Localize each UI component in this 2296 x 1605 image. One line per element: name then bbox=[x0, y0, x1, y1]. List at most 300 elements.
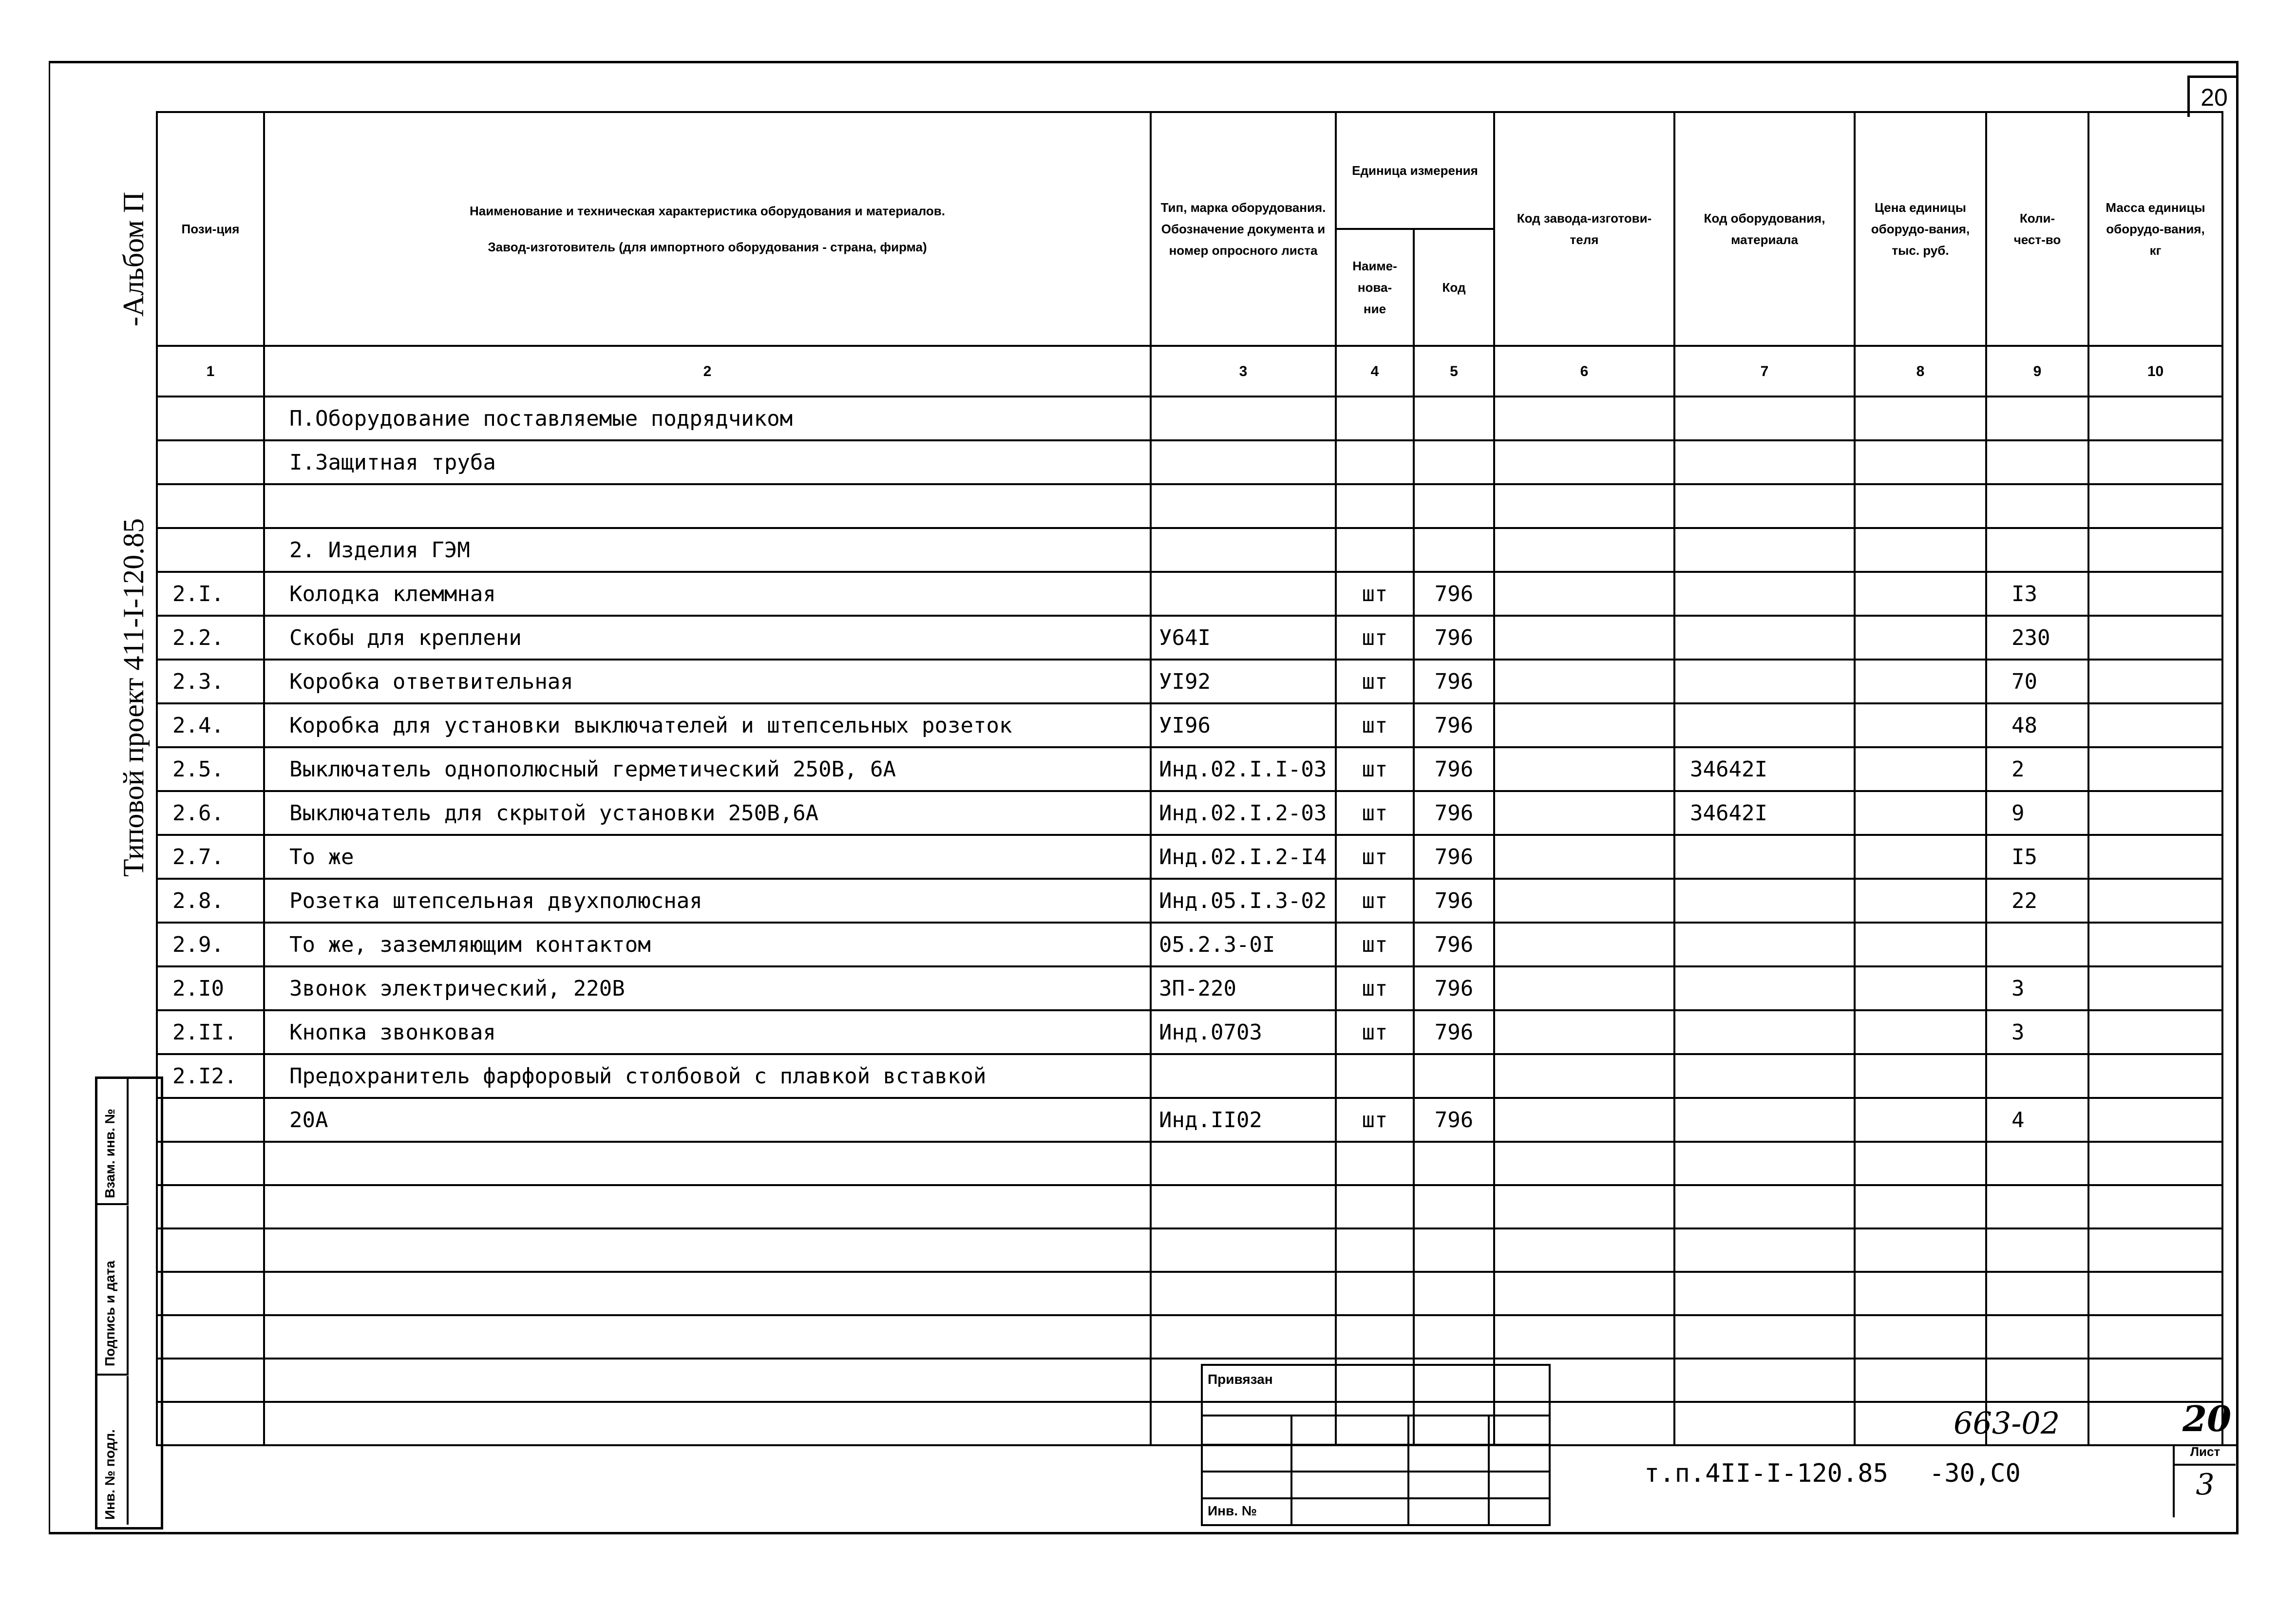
mass-cell bbox=[2088, 879, 2222, 923]
mass-cell bbox=[2088, 835, 2222, 879]
empty-cell bbox=[1414, 1142, 1494, 1185]
table-row bbox=[157, 1098, 2222, 1142]
frame-right-line bbox=[2236, 61, 2239, 1532]
quantity-cell bbox=[1986, 484, 2088, 528]
empty-cell bbox=[1414, 1272, 1494, 1315]
equipment-code-cell: 34642I bbox=[1674, 747, 1855, 791]
empty-cell bbox=[1855, 1272, 1986, 1315]
equipment-code-cell bbox=[1674, 397, 1855, 440]
unit-cell: шт bbox=[1336, 923, 1414, 966]
position-cell: 2.2. bbox=[157, 616, 264, 660]
frame-left-line bbox=[49, 61, 50, 1532]
name-cell: П.Оборудование поставляемые подрядчиком bbox=[264, 397, 1151, 440]
factory-code-cell bbox=[1494, 747, 1674, 791]
position-cell: 2.II. bbox=[157, 1010, 264, 1054]
quantity-cell: 230 bbox=[1986, 616, 2088, 660]
table-row bbox=[157, 703, 2222, 747]
empty-cell bbox=[1986, 1185, 2088, 1228]
equipment-code-cell bbox=[1674, 616, 1855, 660]
unit-cell: шт bbox=[1336, 660, 1414, 703]
header-name-line1: Наименование и техническая характеристика оборудования и материалов. bbox=[469, 203, 945, 218]
title-line bbox=[1203, 1415, 1549, 1416]
price-cell bbox=[1855, 835, 1986, 879]
unit-cell bbox=[1336, 440, 1414, 484]
price-cell bbox=[1855, 440, 1986, 484]
quantity-cell bbox=[1986, 440, 2088, 484]
stamp-column bbox=[95, 1076, 163, 1529]
name-cell: 2. Изделия ГЭМ bbox=[264, 528, 1151, 572]
title-line bbox=[1203, 1471, 1549, 1473]
sheet-number-handwritten: 20 bbox=[2182, 1398, 2232, 1439]
position-cell: 2.I0 bbox=[157, 966, 264, 1010]
column-number: 3 bbox=[1151, 346, 1336, 397]
equipment-code-cell bbox=[1674, 879, 1855, 923]
position-cell bbox=[157, 1098, 264, 1142]
unit-cell: шт bbox=[1336, 703, 1414, 747]
empty-cell bbox=[264, 1315, 1151, 1359]
price-cell bbox=[1855, 397, 1986, 440]
price-cell bbox=[1855, 1098, 1986, 1142]
unit-cell: шт bbox=[1336, 791, 1414, 835]
unit-cell bbox=[1336, 397, 1414, 440]
factory-code-cell bbox=[1494, 528, 1674, 572]
empty-cell bbox=[1414, 1315, 1494, 1359]
type-cell: Инд.05.I.3-02 bbox=[1151, 879, 1336, 923]
unit-code-cell bbox=[1414, 528, 1494, 572]
mass-cell bbox=[2088, 440, 2222, 484]
mass-cell bbox=[2088, 484, 2222, 528]
project-label: Типовой проект 411-I-120.85 bbox=[117, 518, 150, 877]
unit-code-cell bbox=[1414, 484, 1494, 528]
inv-no-label: Инв. № bbox=[1208, 1503, 1257, 1518]
empty-cell bbox=[157, 1402, 264, 1445]
title-line bbox=[1203, 1497, 1549, 1499]
column-number: 5 bbox=[1414, 346, 1494, 397]
empty-cell bbox=[264, 1185, 1151, 1228]
empty-cell bbox=[1336, 1315, 1414, 1359]
table-row bbox=[157, 879, 2222, 923]
factory-code-cell bbox=[1494, 703, 1674, 747]
empty-table-row bbox=[157, 1359, 2222, 1402]
price-cell bbox=[1855, 572, 1986, 616]
unit-cell: шт bbox=[1336, 572, 1414, 616]
header-row bbox=[157, 112, 2222, 229]
empty-cell bbox=[1414, 1228, 1494, 1272]
empty-cell bbox=[1494, 1272, 1674, 1315]
unit-cell: шт bbox=[1336, 835, 1414, 879]
price-cell bbox=[1855, 966, 1986, 1010]
name-cell: Коробка для установки выключателей и штепсельных розеток bbox=[264, 703, 1151, 747]
empty-cell bbox=[1986, 1228, 2088, 1272]
list-label: Лист bbox=[2175, 1444, 2236, 1466]
equipment-code-cell bbox=[1674, 1010, 1855, 1054]
header-equipment-code: Код оборудования, материала bbox=[1674, 112, 1855, 346]
header-unit-group: Единица измерения bbox=[1336, 112, 1494, 229]
type-cell bbox=[1151, 572, 1336, 616]
header-mass: Масса единицы оборудо-вания, кг bbox=[2088, 112, 2222, 346]
empty-cell bbox=[157, 1359, 264, 1402]
table-row bbox=[157, 923, 2222, 966]
empty-cell bbox=[264, 1228, 1151, 1272]
factory-code-cell bbox=[1494, 923, 1674, 966]
empty-cell bbox=[2088, 1315, 2222, 1359]
mass-cell bbox=[2088, 572, 2222, 616]
table-row bbox=[157, 660, 2222, 703]
empty-cell bbox=[157, 1272, 264, 1315]
quantity-cell bbox=[1986, 397, 2088, 440]
empty-table-row bbox=[157, 1185, 2222, 1228]
factory-code-cell bbox=[1494, 616, 1674, 660]
mass-cell bbox=[2088, 966, 2222, 1010]
unit-code-cell bbox=[1414, 397, 1494, 440]
quantity-cell: 3 bbox=[1986, 966, 2088, 1010]
empty-cell bbox=[264, 1359, 1151, 1402]
album-label: -Альбом П bbox=[117, 191, 150, 326]
empty-cell bbox=[1674, 1185, 1855, 1228]
unit-code-cell: 796 bbox=[1414, 660, 1494, 703]
empty-cell bbox=[1494, 1185, 1674, 1228]
header-factory-code: Код завода-изготови-теля bbox=[1494, 112, 1674, 346]
unit-cell bbox=[1336, 484, 1414, 528]
factory-code-cell bbox=[1494, 1010, 1674, 1054]
unit-cell: шт bbox=[1336, 879, 1414, 923]
table-row bbox=[157, 747, 2222, 791]
table-row bbox=[157, 616, 2222, 660]
price-cell bbox=[1855, 791, 1986, 835]
quantity-cell: I3 bbox=[1986, 572, 2088, 616]
mass-cell bbox=[2088, 397, 2222, 440]
empty-cell bbox=[1336, 1142, 1414, 1185]
mass-cell bbox=[2088, 703, 2222, 747]
table-row bbox=[157, 1054, 2222, 1098]
unit-cell bbox=[1336, 528, 1414, 572]
table-row bbox=[157, 440, 2222, 484]
empty-cell bbox=[157, 1315, 264, 1359]
mass-cell bbox=[2088, 1098, 2222, 1142]
empty-cell bbox=[1674, 1228, 1855, 1272]
empty-cell bbox=[1151, 1142, 1336, 1185]
factory-code-cell bbox=[1494, 1054, 1674, 1098]
empty-cell bbox=[1494, 1228, 1674, 1272]
factory-code-cell bbox=[1494, 484, 1674, 528]
table-row bbox=[157, 1010, 2222, 1054]
unit-code-cell: 796 bbox=[1414, 879, 1494, 923]
position-cell: 2.5. bbox=[157, 747, 264, 791]
empty-cell bbox=[264, 1402, 1151, 1445]
table-row bbox=[157, 484, 2222, 528]
position-cell bbox=[157, 484, 264, 528]
type-cell: УI96 bbox=[1151, 703, 1336, 747]
column-number: 8 bbox=[1855, 346, 1986, 397]
quantity-cell: 70 bbox=[1986, 660, 2088, 703]
empty-cell bbox=[1855, 1185, 1986, 1228]
table-row bbox=[157, 835, 2222, 879]
price-cell bbox=[1855, 660, 1986, 703]
empty-table-row bbox=[157, 1228, 2222, 1272]
table-row bbox=[157, 791, 2222, 835]
position-cell: 2.4. bbox=[157, 703, 264, 747]
unit-code-cell: 796 bbox=[1414, 747, 1494, 791]
title-line bbox=[1407, 1415, 1409, 1524]
header-quantity: Коли-чест-во bbox=[1986, 112, 2088, 346]
position-cell: 2.6. bbox=[157, 791, 264, 835]
document-code: т.п.4II-I-120.85 bbox=[1644, 1459, 1888, 1488]
equipment-code-cell bbox=[1674, 660, 1855, 703]
price-cell bbox=[1855, 747, 1986, 791]
title-line bbox=[1290, 1415, 1292, 1524]
position-cell: 2.9. bbox=[157, 923, 264, 966]
quantity-cell: 2 bbox=[1986, 747, 2088, 791]
empty-cell bbox=[1151, 1185, 1336, 1228]
mass-cell bbox=[2088, 616, 2222, 660]
column-number: 4 bbox=[1336, 346, 1414, 397]
empty-cell bbox=[1986, 1142, 2088, 1185]
unit-code-cell: 796 bbox=[1414, 923, 1494, 966]
position-cell: 2.3. bbox=[157, 660, 264, 703]
name-cell: Выключатель однополюсный герметический 250В, 6А bbox=[264, 747, 1151, 791]
name-cell: То же, заземляющим контактом bbox=[264, 923, 1151, 966]
unit-code-cell: 796 bbox=[1414, 835, 1494, 879]
mass-cell bbox=[2088, 660, 2222, 703]
empty-table-row bbox=[157, 1142, 2222, 1185]
position-cell: 2.8. bbox=[157, 879, 264, 923]
sheet-corner-number: 20 bbox=[2187, 76, 2239, 117]
type-cell: ЗП-220 bbox=[1151, 966, 1336, 1010]
factory-code-cell bbox=[1494, 397, 1674, 440]
equipment-code-cell bbox=[1674, 528, 1855, 572]
empty-cell bbox=[1674, 1402, 1855, 1445]
position-cell bbox=[157, 528, 264, 572]
unit-cell: шт bbox=[1336, 1098, 1414, 1142]
unit-code-cell bbox=[1414, 1054, 1494, 1098]
price-cell bbox=[1855, 1054, 1986, 1098]
column-number: 2 bbox=[264, 346, 1151, 397]
factory-code-cell bbox=[1494, 966, 1674, 1010]
price-cell bbox=[1855, 879, 1986, 923]
empty-cell bbox=[1414, 1185, 1494, 1228]
title-line bbox=[1203, 1444, 1549, 1446]
column-number-row bbox=[157, 346, 2222, 397]
quantity-cell: 9 bbox=[1986, 791, 2088, 835]
unit-cell bbox=[1336, 1054, 1414, 1098]
price-cell bbox=[1855, 703, 1986, 747]
unit-code-cell: 796 bbox=[1414, 1010, 1494, 1054]
empty-table-row bbox=[157, 1272, 2222, 1315]
type-cell: У64I bbox=[1151, 616, 1336, 660]
column-number: 9 bbox=[1986, 346, 2088, 397]
name-cell: Колодка клеммная bbox=[264, 572, 1151, 616]
equipment-code-cell bbox=[1674, 1098, 1855, 1142]
price-cell bbox=[1855, 1010, 1986, 1054]
name-cell: Розетка штепсельная двухполюсная bbox=[264, 879, 1151, 923]
empty-cell bbox=[1336, 1228, 1414, 1272]
quantity-cell: 4 bbox=[1986, 1098, 2088, 1142]
name-cell: Звонок электрический, 220В bbox=[264, 966, 1151, 1010]
empty-cell bbox=[1986, 1315, 2088, 1359]
unit-code-cell bbox=[1414, 440, 1494, 484]
empty-cell bbox=[1674, 1142, 1855, 1185]
empty-table-row bbox=[157, 1402, 2222, 1445]
mass-cell bbox=[2088, 791, 2222, 835]
empty-cell bbox=[157, 1142, 264, 1185]
stamp-label-vzam: Взам. инв. № bbox=[102, 1109, 117, 1198]
name-cell: Выключатель для скрытой установки 250В,6А bbox=[264, 791, 1151, 835]
empty-cell bbox=[157, 1228, 264, 1272]
frame-top-line bbox=[49, 61, 2236, 63]
column-number: 10 bbox=[2088, 346, 2222, 397]
type-cell: Инд.02.I.2-03 bbox=[1151, 791, 1336, 835]
handwritten-code: 663-02 bbox=[1954, 1405, 2060, 1441]
factory-code-cell bbox=[1494, 572, 1674, 616]
header-position: Пози-ция bbox=[157, 112, 264, 346]
mass-cell bbox=[2088, 1054, 2222, 1098]
type-cell bbox=[1151, 397, 1336, 440]
factory-code-cell bbox=[1494, 835, 1674, 879]
type-cell: 05.2.3-0I bbox=[1151, 923, 1336, 966]
header-name-line2: Завод-изготовитель (для импортного оборудования - страна, фирма) bbox=[488, 240, 927, 254]
unit-code-cell: 796 bbox=[1414, 703, 1494, 747]
empty-table-row bbox=[157, 1315, 2222, 1359]
factory-code-cell bbox=[1494, 791, 1674, 835]
stamp-label-podpis: Подпись и дата bbox=[102, 1261, 117, 1366]
empty-cell bbox=[1855, 1315, 1986, 1359]
empty-cell bbox=[1855, 1359, 1986, 1402]
table-row bbox=[157, 966, 2222, 1010]
equipment-code-cell bbox=[1674, 572, 1855, 616]
empty-cell bbox=[1151, 1315, 1336, 1359]
equipment-code-cell bbox=[1674, 966, 1855, 1010]
frame-bottom-line bbox=[49, 1532, 2239, 1534]
price-cell bbox=[1855, 484, 1986, 528]
privyazan-label: Привязан bbox=[1208, 1372, 1273, 1387]
unit-code-cell: 796 bbox=[1414, 966, 1494, 1010]
empty-cell bbox=[2088, 1185, 2222, 1228]
list-value: 3 bbox=[2196, 1468, 2215, 1502]
header-name bbox=[264, 112, 1151, 346]
stamp-label-inv: Инв. № подл. bbox=[102, 1429, 117, 1520]
data-rows bbox=[157, 397, 2222, 1445]
factory-code-cell bbox=[1494, 879, 1674, 923]
price-cell bbox=[1855, 616, 1986, 660]
table-row bbox=[157, 397, 2222, 440]
list-box bbox=[2173, 1444, 2236, 1517]
name-cell: Предохранитель фарфоровый столбовой с плавкой вставкой bbox=[264, 1054, 1151, 1098]
type-cell bbox=[1151, 1054, 1336, 1098]
type-cell bbox=[1151, 484, 1336, 528]
name-cell: Кнопка звонковая bbox=[264, 1010, 1151, 1054]
empty-cell bbox=[1336, 1272, 1414, 1315]
column-number: 1 bbox=[157, 346, 264, 397]
empty-cell bbox=[1855, 1228, 1986, 1272]
empty-cell bbox=[1674, 1359, 1855, 1402]
type-cell: Инд.II02 bbox=[1151, 1098, 1336, 1142]
empty-cell bbox=[1986, 1272, 2088, 1315]
header-type: Тип, марка оборудования. Обозначение документа и номер опросного листа bbox=[1151, 112, 1336, 346]
quantity-cell bbox=[1986, 1054, 2088, 1098]
type-cell bbox=[1151, 440, 1336, 484]
empty-cell bbox=[2088, 1228, 2222, 1272]
empty-cell bbox=[1986, 1359, 2088, 1402]
unit-code-cell: 796 bbox=[1414, 1098, 1494, 1142]
type-cell: Инд.0703 bbox=[1151, 1010, 1336, 1054]
name-cell: 20А bbox=[264, 1098, 1151, 1142]
position-cell: 2.I. bbox=[157, 572, 264, 616]
empty-cell bbox=[2088, 1272, 2222, 1315]
header-price: Цена единицы оборудо-вания, тыс. руб. bbox=[1855, 112, 1986, 346]
factory-code-cell bbox=[1494, 1098, 1674, 1142]
empty-cell bbox=[1674, 1315, 1855, 1359]
table-row bbox=[157, 572, 2222, 616]
title-divider-line bbox=[1547, 1444, 2236, 1446]
empty-cell bbox=[1674, 1272, 1855, 1315]
equipment-code-cell bbox=[1674, 703, 1855, 747]
unit-code-cell: 796 bbox=[1414, 791, 1494, 835]
type-cell: Инд.02.I.I-03 bbox=[1151, 747, 1336, 791]
name-cell: Коробка ответвительная bbox=[264, 660, 1151, 703]
specification-table bbox=[156, 111, 2223, 1446]
unit-code-cell: 796 bbox=[1414, 616, 1494, 660]
empty-cell bbox=[1151, 1272, 1336, 1315]
equipment-code-cell bbox=[1674, 835, 1855, 879]
quantity-cell: I5 bbox=[1986, 835, 2088, 879]
position-cell bbox=[157, 440, 264, 484]
quantity-cell: 48 bbox=[1986, 703, 2088, 747]
equipment-code-cell bbox=[1674, 1054, 1855, 1098]
type-cell bbox=[1151, 528, 1336, 572]
quantity-cell bbox=[1986, 528, 2088, 572]
column-number: 7 bbox=[1674, 346, 1855, 397]
equipment-code-cell bbox=[1674, 484, 1855, 528]
unit-cell: шт bbox=[1336, 966, 1414, 1010]
empty-cell bbox=[1494, 1315, 1674, 1359]
name-cell: Скобы для креплени bbox=[264, 616, 1151, 660]
empty-cell bbox=[157, 1185, 264, 1228]
empty-cell bbox=[1336, 1185, 1414, 1228]
quantity-cell: 22 bbox=[1986, 879, 2088, 923]
unit-cell: шт bbox=[1336, 747, 1414, 791]
equipment-code-cell bbox=[1674, 923, 1855, 966]
empty-cell bbox=[264, 1142, 1151, 1185]
position-cell: 2.I2. bbox=[157, 1054, 264, 1098]
document-code-suffix: -30,С0 bbox=[1929, 1459, 2021, 1488]
header-unit-name: Наиме-нова-ние bbox=[1336, 229, 1414, 346]
position-cell: 2.7. bbox=[157, 835, 264, 879]
mass-cell bbox=[2088, 1010, 2222, 1054]
price-cell bbox=[1855, 923, 1986, 966]
empty-cell bbox=[1494, 1142, 1674, 1185]
empty-cell bbox=[1151, 1228, 1336, 1272]
name-cell: То же bbox=[264, 835, 1151, 879]
header-unit-code: Код bbox=[1414, 229, 1494, 346]
table-row bbox=[157, 528, 2222, 572]
mass-cell bbox=[2088, 528, 2222, 572]
unit-cell: шт bbox=[1336, 616, 1414, 660]
column-number: 6 bbox=[1494, 346, 1674, 397]
mass-cell bbox=[2088, 923, 2222, 966]
quantity-cell: 3 bbox=[1986, 1010, 2088, 1054]
quantity-cell bbox=[1986, 923, 2088, 966]
unit-code-cell: 796 bbox=[1414, 572, 1494, 616]
title-line bbox=[1488, 1415, 1490, 1524]
factory-code-cell bbox=[1494, 440, 1674, 484]
equipment-code-cell: 34642I bbox=[1674, 791, 1855, 835]
type-cell: Инд.02.I.2-I4 bbox=[1151, 835, 1336, 879]
equipment-code-cell bbox=[1674, 440, 1855, 484]
name-cell bbox=[264, 484, 1151, 528]
name-cell: I.Защитная труба bbox=[264, 440, 1151, 484]
price-cell bbox=[1855, 528, 1986, 572]
title-block-privyazan bbox=[1201, 1364, 1551, 1526]
